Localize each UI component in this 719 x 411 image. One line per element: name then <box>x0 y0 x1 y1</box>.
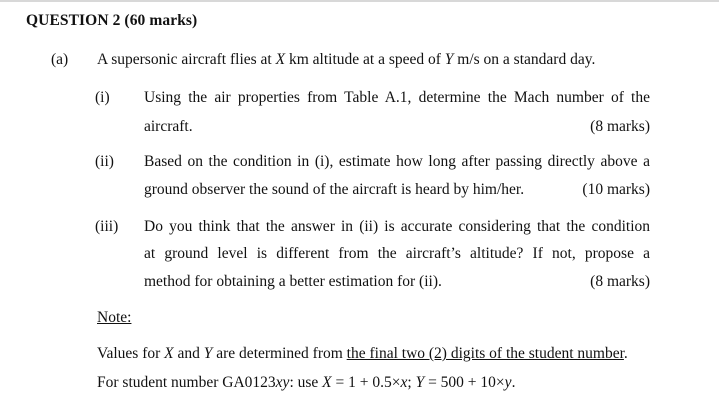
subpart-iii-line3: method for obtaining a better estimation for (ii). <box>144 273 442 290</box>
subpart-ii-marks: (10 marks) <box>582 181 650 198</box>
subpart-i-line1: Using the air properties from Table A.1, determine the Mach number of the <box>144 89 650 106</box>
note-title: Note: <box>97 309 132 326</box>
subpart-iii-line1: Do you think that the answer in (ii) is accurate considering that the condition <box>144 218 650 235</box>
subpart-iii-marks: (8 marks) <box>590 273 650 290</box>
note-values-line: Values for X and Y are determined from the final two (2) digits of the student number. <box>97 345 628 362</box>
subpart-i-line2: aircraft. <box>144 118 193 135</box>
subpart-iii-line2: at ground level is different from the aircraft’s altitude? If not, propose a <box>144 245 650 262</box>
subpart-ii-label: (ii) <box>95 153 114 170</box>
top-divider <box>0 0 719 2</box>
subpart-ii-line2: ground observer the sound of the aircraft is heard by him/her. <box>144 181 525 198</box>
note-student-line: For student number GA0123xy: use X = 1 + 0.5×x; Y = 500 + 10×y. <box>97 374 516 391</box>
question-heading: QUESTION 2 (60 marks) <box>26 12 198 29</box>
subpart-i-label: (i) <box>95 89 110 106</box>
part-a-text: A supersonic aircraft flies at X km altitude at a speed of Y m/s on a standard day. <box>97 51 596 68</box>
part-a-label: (a) <box>51 51 69 68</box>
subpart-ii-line1: Based on the condition in (i), estimate how long after passing directly above a <box>144 153 650 170</box>
subpart-iii-label: (iii) <box>95 218 119 235</box>
subpart-i-marks: (8 marks) <box>590 118 650 135</box>
